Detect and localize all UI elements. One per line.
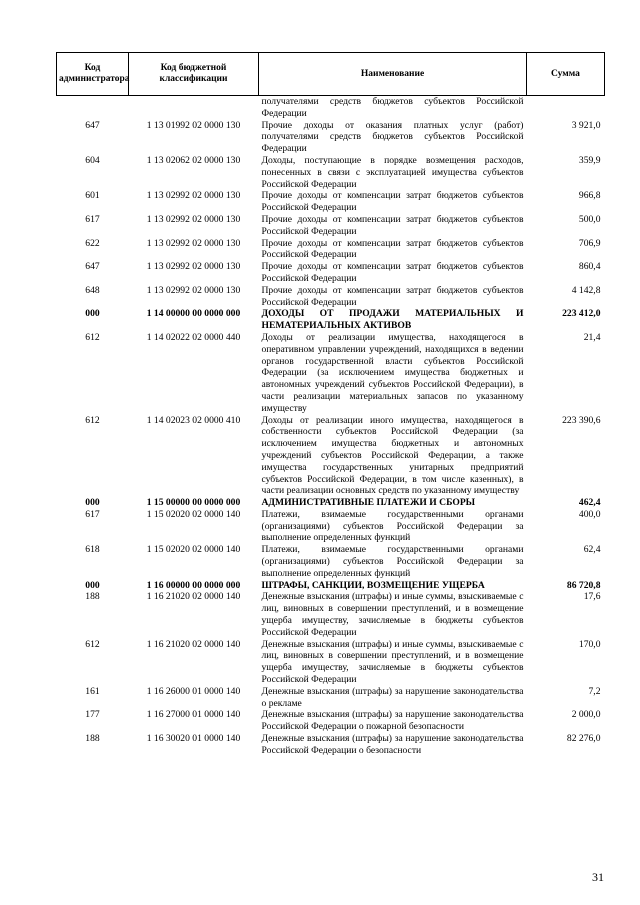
admin-code-cell: 647: [85, 119, 100, 131]
budget-code-cell: 1 16 21020 02 0000 140: [146, 638, 241, 650]
admin-code-cell: 647: [85, 261, 100, 273]
header-name: Наименование: [259, 53, 527, 96]
budget-code-cell: 1 16 27000 01 0000 140: [146, 709, 241, 721]
name-cell: Доходы от реализации имущества, находящегося в оперативном управлении учреждений, находящихся в ведении органов государственной власти субъектов Российской Федерации (за исключением имущества бюджетных и автономных учреждений субъектов Российской Федерации), в части реализации материальных запасов по указанному имуществу: [261, 331, 524, 414]
page-number: 31: [592, 870, 604, 884]
name-cell: Денежные взыскания (штрафы) за нарушение законодательства о рекламе: [261, 685, 524, 709]
table-row: [57, 308, 605, 332]
sum-cell: 3 921,0: [571, 119, 601, 131]
sum-cell: 2 000,0: [571, 709, 601, 721]
sum-cell: 4 142,8: [571, 284, 601, 296]
name-cell: Прочие доходы от компенсации затрат бюджетов субъектов Российской Федерации: [261, 284, 524, 308]
table-row: [57, 332, 605, 415]
name-cell: АДМИНИСТРАТИВНЫЕ ПЛАТЕЖИ И СБОРЫ: [261, 497, 476, 509]
name-cell: Прочие доходы от компенсации затрат бюджетов субъектов Российской Федерации: [261, 261, 524, 284]
sum-cell: 62,4: [583, 544, 601, 556]
budget-code-cell: 1 14 00000 00 0000 000: [146, 308, 241, 320]
budget-code-cell: 1 13 02992 02 0000 130: [146, 237, 241, 249]
budget-code-cell: 1 15 00000 00 0000 000: [146, 497, 241, 509]
sum-cell: 21,4: [583, 331, 601, 343]
admin-code-cell: 648: [85, 284, 100, 296]
admin-code-cell: 622: [85, 237, 100, 249]
budget-code-cell: 1 14 02023 02 0000 410: [146, 414, 241, 426]
sum-cell: 17,6: [583, 591, 601, 603]
budget-code-cell: 1 13 02992 02 0000 130: [146, 190, 241, 202]
admin-code-cell: 612: [85, 638, 100, 650]
name-cell: Доходы от реализации иного имущества, находящегося в собственности субъектов Российской Федерации (за исключением имущества бюджетных и автономных учреждений субъектов Российской Федерации, а также имущества государственных унитарных предприятий субъектов Российской Федерации, в том числе казенных), в части реализации основных средств по указанному имуществу: [261, 414, 524, 497]
budget-code-cell: 1 13 02992 02 0000 130: [146, 284, 241, 296]
table-row: [57, 497, 605, 509]
name-cell: Прочие доходы от компенсации затрат бюджетов субъектов Российской Федерации: [261, 190, 524, 214]
admin-code-cell: 000: [85, 579, 100, 591]
budget-code-cell: 1 16 21020 02 0000 140: [146, 591, 241, 603]
sum-cell: 223 390,6: [562, 414, 601, 426]
name-cell: ШТРАФЫ, САНКЦИИ, ВОЗМЕЩЕНИЕ УЩЕРБА: [261, 579, 485, 591]
name-cell: ДОХОДЫ ОТ ПРОДАЖИ МАТЕРИАЛЬНЫХ И НЕМАТЕРИАЛЬНЫХ АКТИВОВ: [261, 308, 524, 332]
admin-code-cell: 618: [85, 544, 100, 556]
header-admin-code: Код администратора: [57, 53, 129, 96]
name-cell: Денежные взыскания (штрафы) и иные суммы, взыскиваемые с лиц, виновных в совершении преступлений, и в возмещение ущерба имуществу, зачисляемые в бюджеты субъектов Российской Федерации: [261, 591, 524, 638]
header-sum: Сумма: [527, 53, 605, 96]
sum-cell: 860,4: [578, 261, 601, 273]
sum-cell: 706,9: [578, 237, 601, 249]
admin-code-cell: 612: [85, 414, 100, 426]
budget-code-cell: [129, 96, 259, 120]
admin-code-cell: 000: [85, 308, 100, 320]
budget-code-cell: 1 15 02020 02 0000 140: [146, 544, 241, 556]
budget-code-cell: 1 16 30020 01 0000 140: [146, 733, 241, 745]
table-row: [57, 580, 605, 592]
table-row: [57, 509, 605, 544]
sum-cell: 462,4: [578, 497, 601, 509]
table-row: [57, 733, 605, 757]
admin-code-cell: [57, 96, 129, 120]
admin-code-cell: 612: [85, 331, 100, 343]
budget-code-cell: 1 16 26000 01 0000 140: [146, 685, 241, 697]
table-row: [57, 190, 605, 214]
admin-code-cell: 188: [85, 591, 100, 603]
name-cell: получателями средств бюджетов субъектов Российской Федерации: [261, 96, 524, 119]
sum-cell: 359,9: [578, 154, 601, 166]
sum-cell: 170,0: [578, 638, 601, 650]
budget-code-cell: 1 13 02062 02 0000 130: [146, 154, 241, 166]
admin-code-cell: 617: [85, 508, 100, 520]
budget-code-cell: 1 13 02992 02 0000 130: [146, 213, 241, 225]
table-row: [57, 155, 605, 190]
table-row: [57, 544, 605, 579]
table-row: [57, 686, 605, 710]
table-row: [57, 214, 605, 238]
budget-code-cell: 1 13 01992 02 0000 130: [146, 119, 241, 131]
table-row: [57, 415, 605, 498]
table-row: [57, 238, 605, 262]
name-cell: Платежи, взимаемые государственными органами (организациями) субъектов Российской Федерации за выполнение определенных функций: [261, 544, 524, 579]
name-cell: Платежи, взимаемые государственными органами (организациями) субъектов Российской Федерации за выполнение определенных функций: [261, 508, 524, 544]
table-row: [57, 261, 605, 285]
sum-cell: 223 412,0: [562, 308, 601, 320]
sum-cell: 7,2: [588, 685, 601, 697]
name-cell: Прочие доходы от оказания платных услуг (работ) получателями средств бюджетов субъектов Российской Федерации: [261, 119, 524, 155]
table-row: [57, 96, 605, 120]
name-cell: Доходы, поступающие в порядке возмещения расходов, понесенных в связи с эксплуатацией имущества субъектов Российской Федерации: [261, 154, 524, 190]
header-budget-code: Код бюджетной классификации: [129, 53, 259, 96]
table-row: [57, 709, 605, 733]
sum-cell: 400,0: [578, 508, 601, 520]
table-row: [57, 285, 605, 309]
admin-code-cell: 188: [85, 733, 100, 745]
admin-code-cell: 000: [85, 497, 100, 509]
admin-code-cell: 177: [85, 709, 100, 721]
name-cell: Денежные взыскания (штрафы) за нарушение законодательства Российской Федерации о безопасности: [261, 733, 524, 756]
budget-code-cell: 1 13 02992 02 0000 130: [146, 261, 241, 273]
budget-code-cell: 1 15 02020 02 0000 140: [146, 508, 241, 520]
table-row: [57, 120, 605, 155]
admin-code-cell: 601: [85, 190, 100, 202]
table-row: [57, 639, 605, 686]
budget-code-cell: 1 14 02022 02 0000 440: [146, 331, 241, 343]
budget-revenue-table-page: [56, 52, 604, 757]
admin-code-cell: 617: [85, 213, 100, 225]
table-row: [57, 591, 605, 638]
budget-revenue-table: [56, 52, 605, 757]
sum-cell: [527, 96, 605, 120]
sum-cell: 966,8: [578, 190, 601, 202]
sum-cell: 86 720,8: [566, 579, 601, 591]
sum-cell: 82 276,0: [566, 733, 601, 745]
sum-cell: 500,0: [578, 213, 601, 225]
table-body: [57, 96, 605, 757]
budget-code-cell: 1 16 00000 00 0000 000: [146, 579, 241, 591]
name-cell: Денежные взыскания (штрафы) за нарушение законодательства Российской Федерации о пожарной безопасности: [261, 709, 524, 733]
table-header-row: [57, 53, 605, 96]
name-cell: Прочие доходы от компенсации затрат бюджетов субъектов Российской Федерации: [261, 237, 524, 261]
name-cell: Прочие доходы от компенсации затрат бюджетов субъектов Российской Федерации: [261, 213, 524, 237]
admin-code-cell: 604: [85, 154, 100, 166]
admin-code-cell: 161: [85, 685, 100, 697]
name-cell: Денежные взыскания (штрафы) и иные суммы, взыскиваемые с лиц, виновных в совершении преступлений, и в возмещение ущерба имуществу, зачисляемые в бюджеты субъектов Российской Федерации: [261, 638, 524, 686]
